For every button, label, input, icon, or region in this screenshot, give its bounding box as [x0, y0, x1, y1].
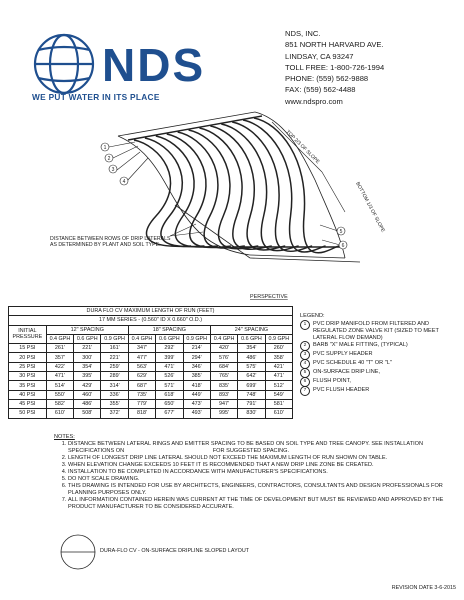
legend-text: FLUSH POINT, — [313, 377, 351, 384]
run-length-cell: 471' — [265, 372, 292, 381]
gph-row — [9, 334, 293, 343]
run-length-cell: 699' — [238, 381, 265, 390]
run-length-cell: 261' — [46, 344, 73, 353]
pressure-cell: 50 PSI — [9, 409, 47, 418]
table-row — [9, 381, 293, 390]
drawing-caption: DURA-FLO CV - ON-SURFACE DRIPLINE SLOPED LAYOUT — [100, 548, 250, 554]
run-length-cell: 610' — [46, 409, 73, 418]
run-length-cell: 893' — [210, 390, 237, 399]
callout-1: 1 — [103, 145, 107, 151]
run-length-cell: 486' — [238, 353, 265, 362]
legend-number-icon: 2 — [300, 341, 310, 351]
run-length-cell: 526' — [156, 372, 183, 381]
run-length-cell: 347' — [128, 344, 155, 353]
run-length-cell: 576' — [210, 353, 237, 362]
spacing-24: 24" SPACING — [210, 325, 292, 334]
run-length-cell: 748' — [238, 390, 265, 399]
run-length-cell: 460' — [74, 390, 101, 399]
run-length-cell: 571' — [156, 381, 183, 390]
logo-name: NDS — [102, 39, 206, 91]
table-subtitle: 17 MM SERIES - (0.560" ID X 0.660" O.D.) — [9, 316, 293, 325]
spacing-18: 18" SPACING — [128, 325, 210, 334]
run-length-cell: 575' — [238, 362, 265, 371]
note-item: 3. WHEN ELEVATION CHANGE EXCEEDS 10 FEET IT IS RECOMMENDED THAT A NEW DRIP LINE ZONE BE CREATED. — [68, 462, 454, 469]
run-length-cell: 395' — [74, 372, 101, 381]
legend-number-icon: 1 — [300, 320, 310, 330]
run-length-cell: 260' — [265, 344, 292, 353]
pressure-cell: 25 PSI — [9, 362, 47, 371]
pressure-cell: 30 PSI — [9, 372, 47, 381]
run-length-cell: 486' — [74, 399, 101, 408]
gph-header: 0.6 GPH — [156, 334, 183, 343]
gph-header: 0.4 GPH — [128, 334, 155, 343]
revision-date: REVISION DATE 3-6-2015 — [391, 585, 456, 591]
slope-top-edge — [118, 112, 255, 136]
perspective-label: PERSPECTIVE — [250, 294, 288, 300]
table-row — [9, 399, 293, 408]
run-length-cell: 357' — [46, 353, 73, 362]
table-body — [9, 344, 293, 418]
table-row — [9, 362, 293, 371]
run-length-cell: 473' — [183, 399, 210, 408]
slope-bottom-edge — [250, 255, 345, 258]
phone: PHONE: (559) 562-9888 — [285, 74, 369, 84]
city-address: LINDSAY, CA 93247 — [285, 51, 354, 61]
run-length-cell: 582' — [46, 399, 73, 408]
initial-header: INITIAL PRESSURE — [9, 325, 47, 344]
run-length-cell: 221' — [101, 353, 128, 362]
gph-header: 0.9 GPH — [183, 334, 210, 343]
run-length-cell: 687' — [128, 381, 155, 390]
run-length-cell: 418' — [183, 381, 210, 390]
legend-number-icon: 7 — [300, 386, 310, 396]
run-length-cell: 336' — [101, 390, 128, 399]
run-length-cell: 358' — [265, 353, 292, 362]
pressure-cell: 45 PSI — [9, 399, 47, 408]
legend-number-icon: 3 — [300, 350, 310, 360]
run-length-cell: 835' — [210, 381, 237, 390]
legend-text: PVC DRIP MANIFOLD FROM FILTERED AND REGULATED ZONE VALVE KIT (SIZED TO MEET LATERAL FLOW DEMAND) — [313, 320, 439, 341]
gph-header: 0.6 GPH — [238, 334, 265, 343]
bottom-slope-label: BOTTOM 1/3 OF SLOPE — [354, 181, 386, 234]
company-name: NDS, INC. — [285, 29, 321, 38]
pressure-cell: 35 PSI — [9, 381, 47, 390]
note-item: 2. LENGTH OF LONGEST DRIP LINE LATERAL SHOULD NOT EXCEED THE MAXIMUM LENGTH OF RUN SHOWN ON TABLE. — [68, 455, 454, 462]
legend-number-icon: 5 — [300, 368, 310, 378]
note-item: 4. INSTALLATION TO BE COMPLETED IN ACCORDANCE WITH MANUFACTURER'S SPECIFICATIONS. — [68, 469, 454, 476]
run-length-cell: 995' — [210, 409, 237, 418]
spacing-12: 12" SPACING — [46, 325, 128, 334]
run-length-cell: 514' — [46, 381, 73, 390]
legend-item — [300, 369, 460, 378]
run-length-cell: 471' — [46, 372, 73, 381]
run-length-cell: 684' — [210, 362, 237, 371]
toll-free: TOLL FREE: 1-800-726-1994 — [285, 62, 385, 72]
run-length-cell: 429' — [74, 381, 101, 390]
gph-header: 0.4 GPH — [210, 334, 237, 343]
run-length-cell: 512' — [265, 381, 292, 390]
distance-note: DISTANCE BETWEEN ROWS OF DRIP LATERALS AS DETERMINED BY PLANT AND SOIL TYPE. — [50, 236, 171, 249]
legend-title: LEGEND: — [300, 313, 325, 319]
run-length-cell: 830' — [238, 409, 265, 418]
run-length-cell: 508' — [74, 409, 101, 418]
run-length-cell: 399' — [156, 353, 183, 362]
legend-item — [300, 387, 460, 396]
slope-right-edge — [255, 112, 345, 258]
legend — [300, 313, 460, 396]
run-length-cell: 289' — [101, 372, 128, 381]
run-length-cell: 420' — [210, 344, 237, 353]
run-length-cell: 549' — [265, 390, 292, 399]
run-length-cell: 818' — [128, 409, 155, 418]
callout-3: 3 — [111, 167, 115, 173]
run-length-cell: 650' — [156, 399, 183, 408]
supply-header — [128, 116, 262, 140]
callout-6: 6 — [341, 243, 345, 249]
drip-lateral-line — [156, 136, 218, 247]
website-link[interactable]: www.ndspro.com — [285, 96, 343, 106]
run-length-cell: 355' — [101, 399, 128, 408]
run-length-cell: 477' — [128, 353, 155, 362]
legend-item — [300, 378, 460, 387]
run-length-cell: 385' — [183, 372, 210, 381]
table-row — [9, 390, 293, 399]
logo-tagline: WE PUT WATER IN ITS PLACE — [32, 92, 160, 102]
run-length-cell: 449' — [183, 390, 210, 399]
notes — [54, 434, 454, 511]
note-item: 6. THIS DRAWING IS INTENDED FOR USE BY ARCHITECTS, ENGINEERS, CONTRACTORS, CONSULTANTS AND DESIGN PROFESSIONALS FOR PLANNING PURPOSES ONLY. — [68, 483, 454, 497]
table-row — [9, 409, 293, 418]
fax: FAX: (559) 562-4488 — [285, 85, 356, 95]
note-item: 5. DO NOT SCALE DRAWING. — [68, 476, 454, 483]
callout-4: 4 — [122, 179, 126, 185]
company-address — [285, 28, 384, 107]
legend-item — [300, 342, 460, 351]
run-length-cell: 642' — [238, 372, 265, 381]
table-row — [9, 353, 293, 362]
gph-header: 0.4 GPH — [46, 334, 73, 343]
note-item: 7. ALL INFORMATION CONTAINED HEREIN WAS CURRENT AT THE TIME OF DEVELOPMENT BUT MUST BE REVIEWED AND APPROVED BY THE PRODUCT MANUFACTURER TO BE CONSIDERED ACCURATE. — [68, 497, 454, 511]
legend-text: BARB "X" MALE FITTING, (TYPICAL) — [313, 341, 408, 348]
run-length-cell: 947' — [210, 399, 237, 408]
callout-2: 2 — [107, 156, 111, 162]
run-length-cell: 779' — [128, 399, 155, 408]
drip-lateral-line — [243, 120, 325, 252]
run-length-cell: 161' — [101, 344, 128, 353]
run-length-cell: 629' — [128, 372, 155, 381]
nds-logo — [28, 30, 258, 102]
pressure-header: PRESSURE — [12, 334, 43, 341]
run-length-cell: 791' — [238, 399, 265, 408]
callout-5: 5 — [339, 229, 343, 235]
run-length-cell: 422' — [46, 362, 73, 371]
run-length-cell: 581' — [265, 399, 292, 408]
drip-lateral-line — [210, 126, 285, 250]
legend-number-icon: 4 — [300, 359, 310, 369]
run-length-cell: 550' — [46, 390, 73, 399]
pressure-cell: 40 PSI — [9, 390, 47, 399]
note-item: 1. DISTANCE BETWEEN LATERAL RINGS AND EMITTER SPACING TO BE BASED ON SOIL TYPE AND TREE CANOPY. SEE INSTALLATION SPECIFICATIONS ON FOR SUGGESTED SPACING. — [68, 441, 454, 455]
run-length-cell: 259' — [101, 362, 128, 371]
run-length-cell: 735' — [128, 390, 155, 399]
run-length-cell: 610' — [265, 409, 292, 418]
pressure-cell: 20 PSI — [9, 353, 47, 362]
gph-header: 0.9 GPH — [265, 334, 292, 343]
legend-item — [300, 360, 460, 369]
notes-list — [54, 441, 454, 511]
pressure-cell: 15 PSI — [9, 344, 47, 353]
slope-perspective-diagram — [0, 110, 464, 300]
run-length-table — [8, 306, 293, 419]
run-length-cell: 314' — [101, 381, 128, 390]
run-length-cell: 346' — [183, 362, 210, 371]
notes-title: NOTES: — [54, 434, 75, 440]
run-length-cell: 214' — [183, 344, 210, 353]
run-length-cell: 471' — [156, 362, 183, 371]
legend-item — [300, 351, 460, 360]
run-length-cell: 421' — [265, 362, 292, 371]
legend-text: PVC SUPPLY HEADER — [313, 350, 373, 357]
run-length-cell: 292' — [156, 344, 183, 353]
run-length-cell: 294' — [183, 353, 210, 362]
detail-circle-icon — [58, 532, 98, 572]
legend-text: ON-SURFACE DRIP LINE, — [313, 368, 381, 375]
run-length-cell: 300' — [74, 353, 101, 362]
table-row — [9, 344, 293, 353]
drip-laterals — [134, 118, 339, 253]
run-length-cell: 765' — [210, 372, 237, 381]
gph-header: 0.6 GPH — [74, 334, 101, 343]
legend-number-icon: 6 — [300, 377, 310, 387]
legend-text: PVC SCHEDULE 40 "T" OR "L" — [313, 359, 392, 366]
run-length-cell: 372' — [101, 409, 128, 418]
table-row — [9, 372, 293, 381]
top-slope-label: TOP 2/3 OF SLOPE — [284, 129, 321, 166]
run-length-cell: 221' — [74, 344, 101, 353]
gph-header: 0.9 GPH — [101, 334, 128, 343]
table-title: DURA FLO CV MAXIMUM LENGTH OF RUN (FEET) — [9, 307, 293, 316]
run-length-cell: 493' — [183, 409, 210, 418]
street-address: 851 NORTH HARVARD AVE. — [285, 40, 384, 50]
run-length-cell: 354' — [74, 362, 101, 371]
run-length-cell: 618' — [156, 390, 183, 399]
run-length-cell: 677' — [156, 409, 183, 418]
legend-text: PVC FLUSH HEADER — [313, 386, 370, 393]
legend-item — [300, 321, 460, 342]
run-length-cell: 354' — [238, 344, 265, 353]
run-length-cell: 563' — [128, 362, 155, 371]
